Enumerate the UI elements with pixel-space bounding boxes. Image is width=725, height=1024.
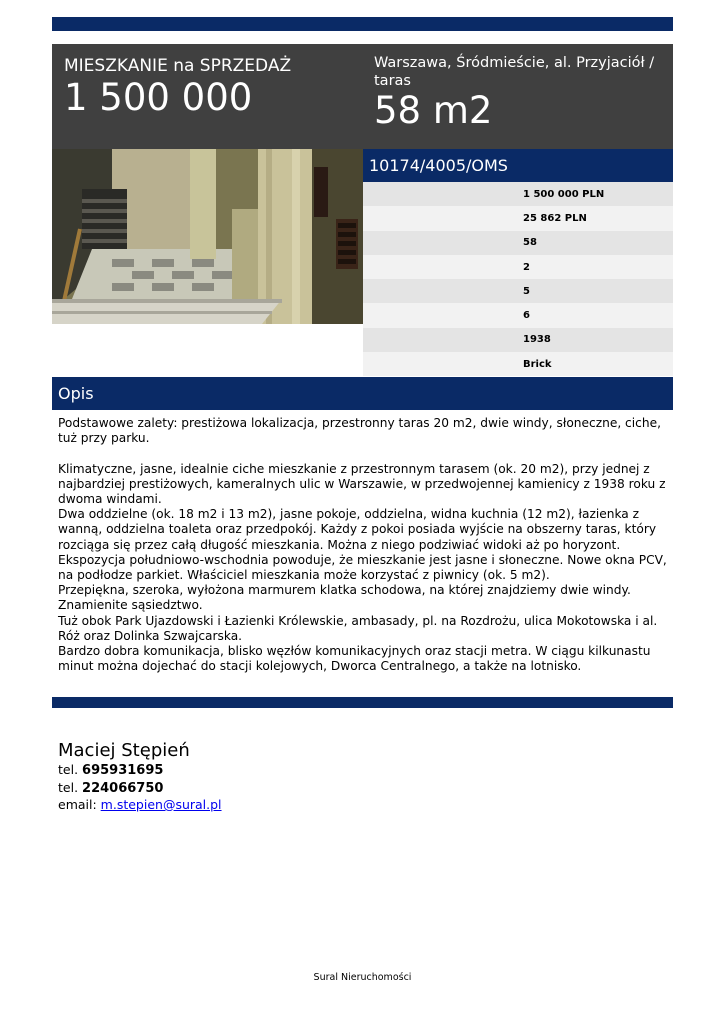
description-body (58, 416, 670, 674)
detail-row-area (363, 231, 673, 255)
detail-row-floor (363, 279, 673, 303)
detail-value: 6 (523, 310, 530, 322)
paragraph-gap (58, 446, 670, 461)
listing-header (52, 44, 673, 149)
detail-row-year-built (363, 328, 673, 352)
email-link[interactable]: m.stepien@sural.pl (100, 797, 222, 812)
header-left (64, 56, 291, 120)
description-intro: Podstawowe zalety: prestiżowa lokalizacja, przestronny taras 20 m2, dwie windy, słoneczne, ciche, tuż przy parku. (58, 416, 661, 446)
detail-value: 5 (523, 285, 530, 297)
detail-row-floors-total (363, 303, 673, 327)
listing-area: 58 m2 (374, 89, 493, 132)
detail-value: 1938 (523, 334, 551, 346)
top-accent-bar (52, 17, 673, 31)
description-heading: Opis (52, 377, 673, 410)
detail-row-price-per-m2 (363, 206, 673, 230)
detail-value: 58 (523, 237, 537, 249)
tel-label: tel. (58, 779, 79, 795)
footer-company: Sural Nieruchomości (313, 972, 412, 983)
details-table (363, 182, 673, 376)
description-paragraph: Dwa oddzielne (ok. 18 m2 i 13 m2), jasne pokoje, oddzielna, widna kuchnia (12 m2), łazienka z wanną, oddzielna toaleta oraz przedpokój. Każdy z pokoi posiada wyjście na obszerny taras, który rozciąga się przez całą długość mieszkania. Można z niego podziwiać widoki aż po horyzont. (58, 507, 657, 552)
phone-line-1 (58, 762, 222, 780)
staircase-photo-illustration (52, 149, 363, 324)
description-paragraph: Ekspozycja południowo-wschodnia powoduje, że mieszkanie jest jasne i słoneczne. Nowe okna PCV, na podłodze parkiet. Właściciel mieszkania może korzystać z piwnicy (ok. 5 m2). (58, 552, 667, 583)
phone-number-1: 695931695 (82, 763, 164, 778)
detail-row-price (363, 182, 673, 206)
detail-value: 2 (523, 261, 530, 273)
detail-value: Brick (523, 358, 552, 370)
description-paragraph: Klimatyczne, jasne, idealnie ciche mieszkanie z przestronnym tarasem (ok. 20 m2), przy jednej z najbardziej prestiżowych, kameralnych ulic w Warszawie, w przedwojennej kamienicy z 1938 roku z dwoma windami. (58, 461, 666, 506)
agent-contact (58, 740, 222, 814)
listing-type: MIESZKANIE na SPRZEDAŻ (64, 56, 292, 76)
phone-line-2 (58, 780, 222, 798)
agent-name: Maciej Stępień (58, 740, 190, 761)
bottom-accent-bar (52, 697, 673, 708)
description-paragraph: Przepiękna, szeroka, wyłożona marmurem klatka schodowa, na której znajdziemy dwie windy. Znamienite sąsiedztwo. (58, 583, 631, 613)
email-line (58, 797, 222, 814)
phone-number-2: 224066750 (82, 780, 164, 796)
description-paragraph: Bardzo dobra komunikacja, blisko węzłów komunikacyjnych oraz stacji metra. W ciągu kilkunastu minut można dojechać do stacji kolejowych, Dworca Centralnego, a także na lotnisko. (58, 644, 651, 674)
detail-row-rooms (363, 255, 673, 279)
header-right (374, 54, 664, 132)
description-paragraph: Tuż obok Park Ujazdowski i Łazienki Królewskie, ambasady, pl. na Rozdrożu, ulica Mokotowska i al. Róż oraz Dolinka Szwajcarska. (58, 613, 658, 643)
reference-number: 10174/4005/OMS (363, 149, 673, 182)
listing-location: Warszawa, Śródmieście, al. Przyjaciół / taras (374, 55, 655, 89)
property-photo (52, 149, 363, 324)
detail-value: 1 500 000 PLN (523, 188, 605, 200)
detail-value: 25 862 PLN (523, 212, 587, 224)
listing-price: 1 500 000 (64, 76, 253, 119)
email-label: email: (58, 797, 97, 812)
detail-row-material (363, 352, 673, 376)
tel-label: tel. (58, 762, 79, 777)
